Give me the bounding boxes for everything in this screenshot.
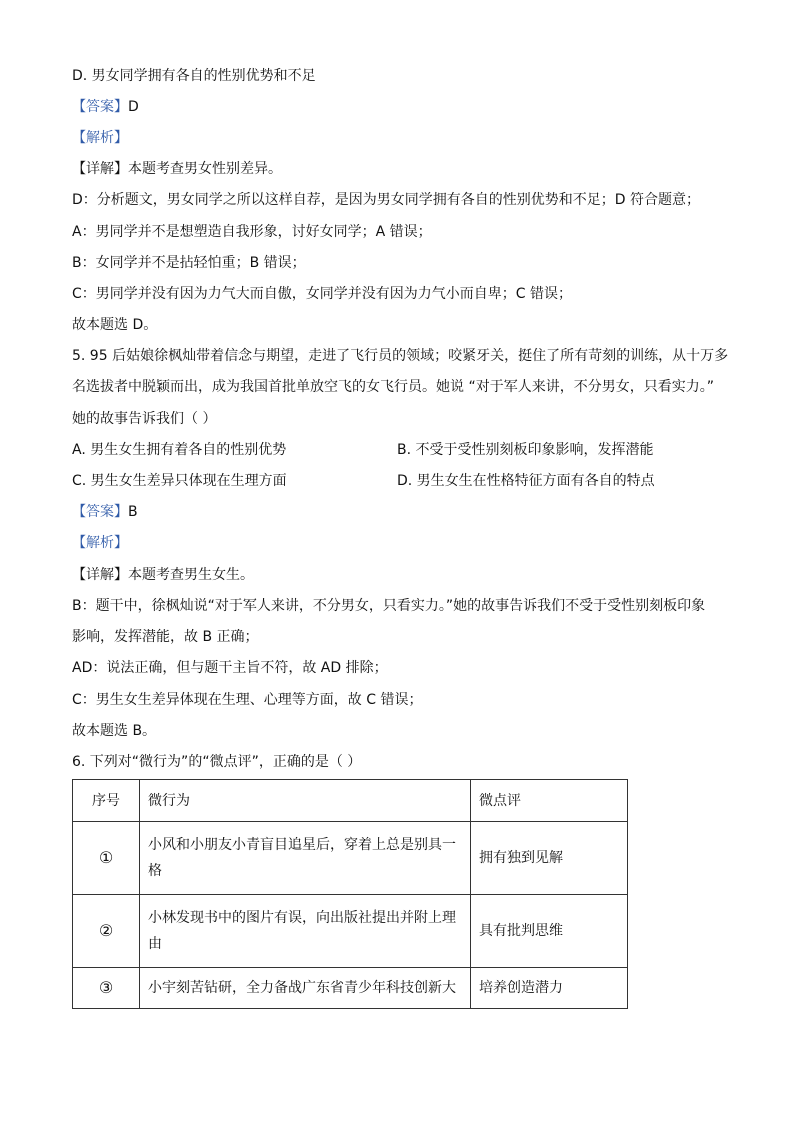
q5-answer: B xyxy=(128,504,138,520)
q4-detail-intro: 本题考查男女性别差异。 xyxy=(128,161,282,177)
row-comment: 具有批判思维 xyxy=(471,895,628,968)
q4-explanation-a: A：男同学并不是想塑造自我形象，讨好女同学；A 错误； xyxy=(72,224,432,240)
q5-explanation-c: C：男生女生差异体现在生理、心理等方面，故 C 错误； xyxy=(72,692,423,708)
q5-option-a: A. 男生女生拥有着各自的性别优势 xyxy=(72,442,287,458)
detail-tag: 【详解】 xyxy=(72,567,128,583)
q6-stem: 6. 下列对“微行为”的“微点评”，正确的是（ ） xyxy=(72,754,362,770)
table-header-row xyxy=(73,780,628,822)
q4-answer-line xyxy=(72,97,139,117)
answer-tag: 【答案】 xyxy=(72,99,128,115)
row-behavior-line-2: 格 xyxy=(148,863,162,879)
row-behavior-line-2: 由 xyxy=(148,936,162,952)
row-comment: 培养创造潜力 xyxy=(471,968,628,1009)
q5-explanation-b-2: 影响，发挥潜能，故 B 正确； xyxy=(72,629,259,645)
answer-tag: 【答案】 xyxy=(72,504,128,520)
q5-explanation-ad: AD：说法正确，但与题干主旨不符，故 AD 排除； xyxy=(72,660,388,676)
row-number: ② xyxy=(98,920,114,940)
q5-option-b: B. 不受于受性别刻板印象影响，发挥潜能 xyxy=(397,442,654,458)
q5-answer-line xyxy=(72,502,138,522)
q4-option-d: D. 男女同学拥有各自的性别优势和不足 xyxy=(72,68,316,84)
detail-tag: 【详解】 xyxy=(72,161,128,177)
row-behavior-line-1: 小宇刻苦钻研，全力备战广东省青少年科技创新大 xyxy=(140,968,471,1009)
q4-answer: D xyxy=(128,99,139,115)
header-index: 序号 xyxy=(73,780,140,822)
q5-option-c: C. 男生女生差异只体现在生理方面 xyxy=(72,473,287,489)
table-row xyxy=(73,895,628,968)
row-behavior-line-1: 小风和小朋友小青盲目追星后，穿着上总是别具一 xyxy=(148,837,456,853)
micro-behavior-table xyxy=(72,779,628,1009)
q5-detail-line xyxy=(72,565,254,585)
q4-conclusion: 故本题选 D。 xyxy=(72,317,158,333)
q5-explanation-b-1: B：题干中，徐枫灿说“对于军人来讲，不分男女，只看实力。”她的故事告诉我们不受于受性别刻板印象 xyxy=(72,598,706,614)
q5-analysis-tag: 【解析】 xyxy=(72,535,128,551)
q4-explanation-d: D：分析题文，男女同学之所以这样自荐，是因为男女同学拥有各自的性别优势和不足；D 符合题意； xyxy=(72,192,701,208)
row-comment: 拥有独到见解 xyxy=(471,822,628,895)
q5-conclusion: 故本题选 B。 xyxy=(72,723,157,739)
q4-explanation-c: C：男同学并没有因为力气大而自傲，女同学并没有因为力气小而自卑；C 错误； xyxy=(72,286,572,302)
q5-stem-line-1: 5. 95 后姑娘徐枫灿带着信念与期望，走进了飞行员的领域；咬紧牙关，挺住了所有苛刻的训练，从十万多 xyxy=(72,348,729,364)
q4-detail-line xyxy=(72,159,282,179)
row-number: ③ xyxy=(98,977,114,997)
header-comment: 微点评 xyxy=(471,780,628,822)
q4-analysis-tag: 【解析】 xyxy=(72,130,128,146)
table-row xyxy=(73,822,628,895)
q5-stem-line-2: 名选拔者中脱颖而出，成为我国首批单放空飞的女飞行员。她说 “对于军人来讲，不分男女，只看实力。” xyxy=(72,379,714,395)
table-row xyxy=(73,968,628,1009)
header-behavior: 微行为 xyxy=(140,780,471,822)
q5-option-d: D. 男生女生在性格特征方面有各自的特点 xyxy=(397,473,655,489)
row-behavior-line-1: 小林发现书中的图片有误，向出版社提出并附上理 xyxy=(148,910,456,926)
q4-explanation-b: B：女同学并不是拈轻怕重；B 错误； xyxy=(72,255,306,271)
q5-detail-intro: 本题考查男生女生。 xyxy=(128,567,254,583)
q5-stem-line-3: 她的故事告诉我们（ ） xyxy=(72,411,217,427)
row-number: ① xyxy=(98,847,114,867)
